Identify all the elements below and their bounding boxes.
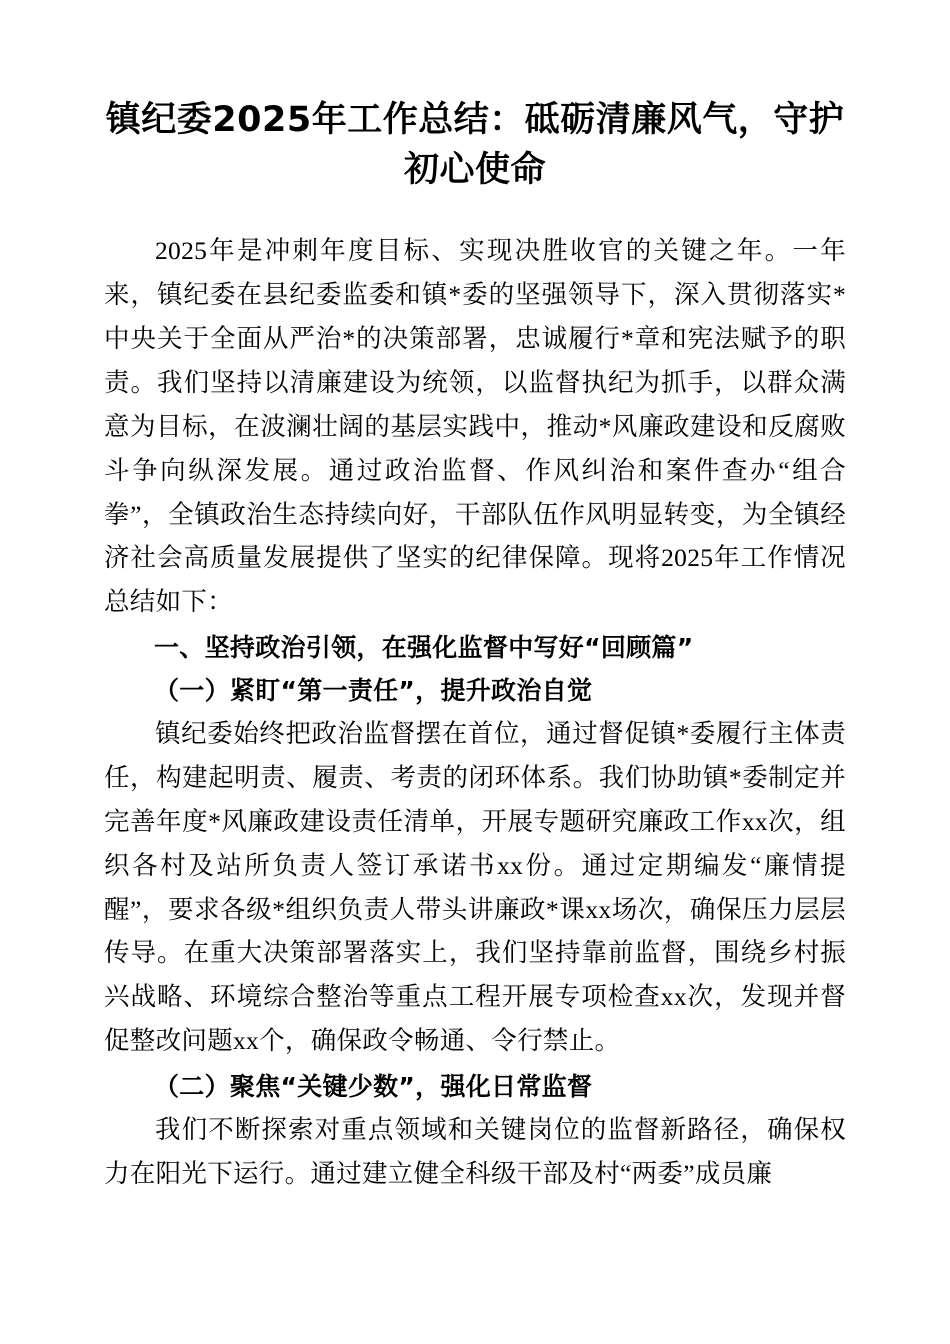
paragraph-one-2: 我们不断探索对重点领域和关键岗位的监督新路径，确保权力在阳光下运行。通过建立健全科级干部及村“两委”成员廉 [104,1114,846,1188]
document-body [104,229,846,1195]
paragraph-intro: 2025年是冲刺年度目标、实现决胜收官的关键之年。一年来，镇纪委在县纪委监委和镇*委的坚强领导下，深入贯彻落实*中央关于全面从严治*的决策部署，忠诚履行*章和宪法赋予的职责。我们坚持以清廉建设为统领，以监督执纪为抓手，以群众满意为目标，在波澜壮阔的基层实践中，推动*风廉政建设和反腐败斗争向纵深发展。通过政治监督、作风纠治和案件查办“组合拳”，全镇政治生态持续向好，干部队伍作风明显转变，为全镇经济社会高质量发展提供了坚实的纪律保障。现将2025年工作情况总结如下： [104,236,846,617]
subsection-heading-one-1: （一）紧盯“第一责任”，提升政治自觉 [154,676,593,706]
section-heading-one: 一、坚持政治引领，在强化监督中写好“回顾篇” [154,633,694,663]
page-title: 镇纪委2025年工作总结：砥砺清廉风气，守护初心使命 [105,100,845,190]
subsection-heading-one-2: （二）聚焦“关键少数”，强化日常监督 [154,1071,593,1101]
paragraph-one-1: 镇纪委始终把政治监督摆在首位，通过督促镇*委履行主体责任，构建起明责、履责、考责的闭环体系。我们协助镇*委制定并完善年度*风廉政建设责任清单，开展专题研究廉政工作xx次，组织各村及站所负责人签订承诺书xx份。通过定期编发“廉情提醒”，要求各级*组织负责人带头讲廉政*课xx场次，确保压力层层传导。在重大决策部署落实上，我们坚持靠前监督，围绕乡村振兴战略、环境综合整治等重点工程开展专项检查xx次，发现并督促整改问题xx个，确保政令畅通、令行禁止。 [104,719,846,1056]
